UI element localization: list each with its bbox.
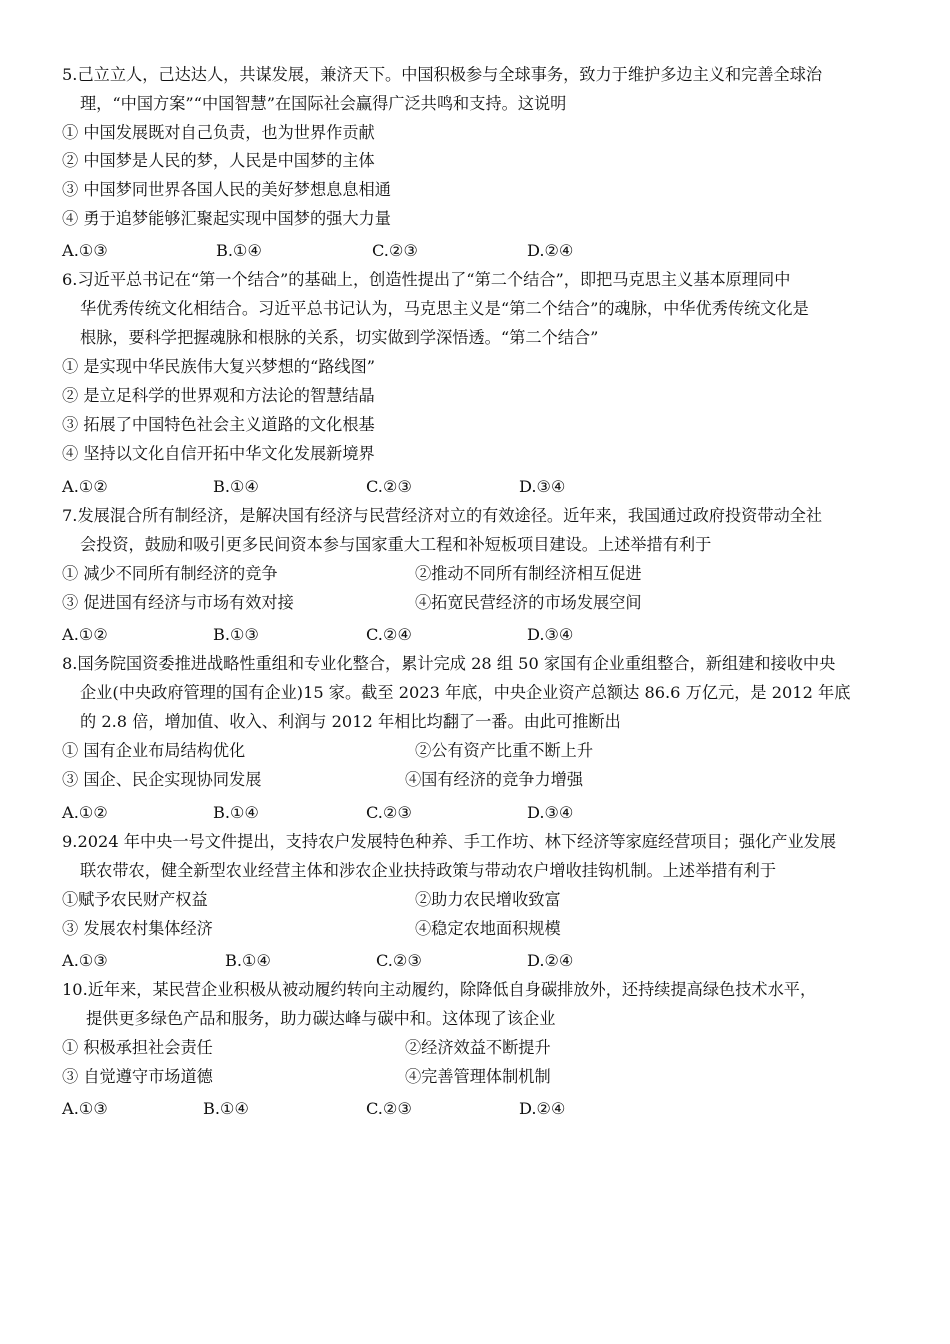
- statement-item: ②公有资产比重不断上升: [415, 741, 594, 760]
- statement-item: ① 国有企业布局结构优化: [62, 741, 246, 760]
- answer-option-b: B.①③: [213, 625, 260, 644]
- statement-item: ① 是实现中华民族伟大复兴梦想的“路线图”: [62, 357, 376, 376]
- statement-item: ③ 促进国有经济与市场有效对接: [62, 593, 294, 612]
- answer-option-c: C.②③: [372, 241, 418, 260]
- statement-item: ④ 坚持以文化自信开拓中华文化发展新境界: [62, 444, 375, 463]
- answer-option-a: A.①③: [62, 1099, 108, 1118]
- answer-option-b: B.①④: [213, 477, 260, 496]
- statement-item: ③ 自觉遵守市场道德: [62, 1067, 213, 1086]
- answer-option-a: A.①②: [62, 477, 108, 496]
- question-stem-line: 理，“中国方案”“中国智慧”在国际社会赢得广泛共鸣和支持。这说明: [80, 94, 567, 113]
- statement-item: ④ 勇于追梦能够汇聚起实现中国梦的强大力量: [62, 209, 391, 228]
- answer-option-d: D.③④: [519, 477, 566, 496]
- question-stem-line: 联农带农，健全新型农业经营主体和涉农企业扶持政策与带动农户增收挂钩机制。上述举措有利于: [80, 861, 777, 880]
- answer-option-c: C.②④: [366, 625, 412, 644]
- answer-option-b: B.①④: [225, 951, 272, 970]
- question-stem-line: 9.2024 年中央一号文件提出，支持农户发展特色种养、手工作坊、林下经济等家庭经营项目；强化产业发展: [62, 832, 837, 851]
- statement-item: ① 中国发展既对自己负责，也为世界作贡献: [62, 123, 375, 142]
- statement-item: ③ 拓展了中国特色社会主义道路的文化根基: [62, 415, 375, 434]
- question-stem-line: 根脉，要科学把握魂脉和根脉的关系，切实做到学深悟透。“第二个结合”: [80, 328, 599, 347]
- question-stem-line: 企业(中央政府管理的国有企业)15 家。截至 2023 年底，中央企业资产总额达 86.6 万亿元，是 2012 年底: [80, 683, 851, 702]
- question-stem-line: 10.近年来，某民营企业积极从被动履约转向主动履约，除降低自身碳排放外，还持续提高绿色技术水平，: [62, 980, 817, 999]
- statement-item: ④国有经济的竞争力增强: [405, 770, 584, 789]
- statement-item: ③ 中国梦同世界各国人民的美好梦想息息相通: [62, 180, 391, 199]
- answer-option-b: B.①④: [216, 241, 263, 260]
- answer-option-d: D.③④: [527, 625, 574, 644]
- question-stem-line: 5.己立立人，己达达人，共谋发展，兼济天下。中国积极参与全球事务，致力于维护多边主义和完善全球治: [62, 65, 823, 84]
- answer-option-c: C.②③: [366, 1099, 412, 1118]
- answer-option-a: A.①②: [62, 625, 108, 644]
- statement-item: ②经济效益不断提升: [405, 1038, 551, 1057]
- answer-option-b: B.①④: [213, 803, 260, 822]
- statement-item: ②助力农民增收致富: [415, 890, 561, 909]
- answer-option-b: B.①④: [203, 1099, 250, 1118]
- answer-option-c: C.②③: [366, 803, 412, 822]
- answer-option-d: D.③④: [527, 803, 574, 822]
- question-stem-line: 华优秀传统文化相结合。习近平总书记认为，马克思主义是“第二个结合”的魂脉，中华优秀传统文化是: [80, 299, 809, 318]
- question-stem-line: 的 2.8 倍，增加值、收入、利润与 2012 年相比均翻了一番。由此可推断出: [80, 712, 621, 731]
- statement-item: ④稳定农地面积规模: [415, 919, 561, 938]
- question-stem-line: 会投资，鼓励和吸引更多民间资本参与国家重大工程和补短板项目建设。上述举措有利于: [80, 535, 712, 554]
- statement-item: ①赋予农民财产权益: [62, 890, 208, 909]
- statement-item: ③ 发展农村集体经济: [62, 919, 213, 938]
- statement-item: ③ 国企、民企实现协同发展: [62, 770, 262, 789]
- question-stem-line: 提供更多绿色产品和服务，助力碳达峰与碳中和。这体现了该企业: [86, 1009, 556, 1028]
- statement-item: ② 中国梦是人民的梦，人民是中国梦的主体: [62, 151, 375, 170]
- answer-option-a: A.①②: [62, 803, 108, 822]
- question-stem-line: 8.国务院国资委推进战略性重组和专业化整合，累计完成 28 组 50 家国有企业重组整合，新组建和接收中央: [62, 654, 836, 673]
- answer-option-a: A.①③: [62, 241, 108, 260]
- statement-item: ① 积极承担社会责任: [62, 1038, 213, 1057]
- answer-option-c: C.②③: [366, 477, 412, 496]
- answer-option-d: D.②④: [527, 951, 574, 970]
- statement-item: ②推动不同所有制经济相互促进: [415, 564, 642, 583]
- answer-option-d: D.②④: [519, 1099, 566, 1118]
- answer-option-a: A.①③: [62, 951, 108, 970]
- statement-item: ④完善管理体制机制: [405, 1067, 551, 1086]
- question-stem-line: 6.习近平总书记在“第一个结合”的基础上，创造性提出了“第二个结合”，即把马克思主义基本原理同中: [62, 270, 791, 289]
- answer-option-c: C.②③: [376, 951, 422, 970]
- answer-option-d: D.②④: [527, 241, 574, 260]
- statement-item: ② 是立足科学的世界观和方法论的智慧结晶: [62, 386, 375, 405]
- statement-item: ① 减少不同所有制经济的竞争: [62, 564, 278, 583]
- question-stem-line: 7.发展混合所有制经济，是解决国有经济与民营经济对立的有效途径。近年来，我国通过政府投资带动全社: [62, 506, 823, 525]
- statement-item: ④拓宽民营经济的市场发展空间: [415, 593, 642, 612]
